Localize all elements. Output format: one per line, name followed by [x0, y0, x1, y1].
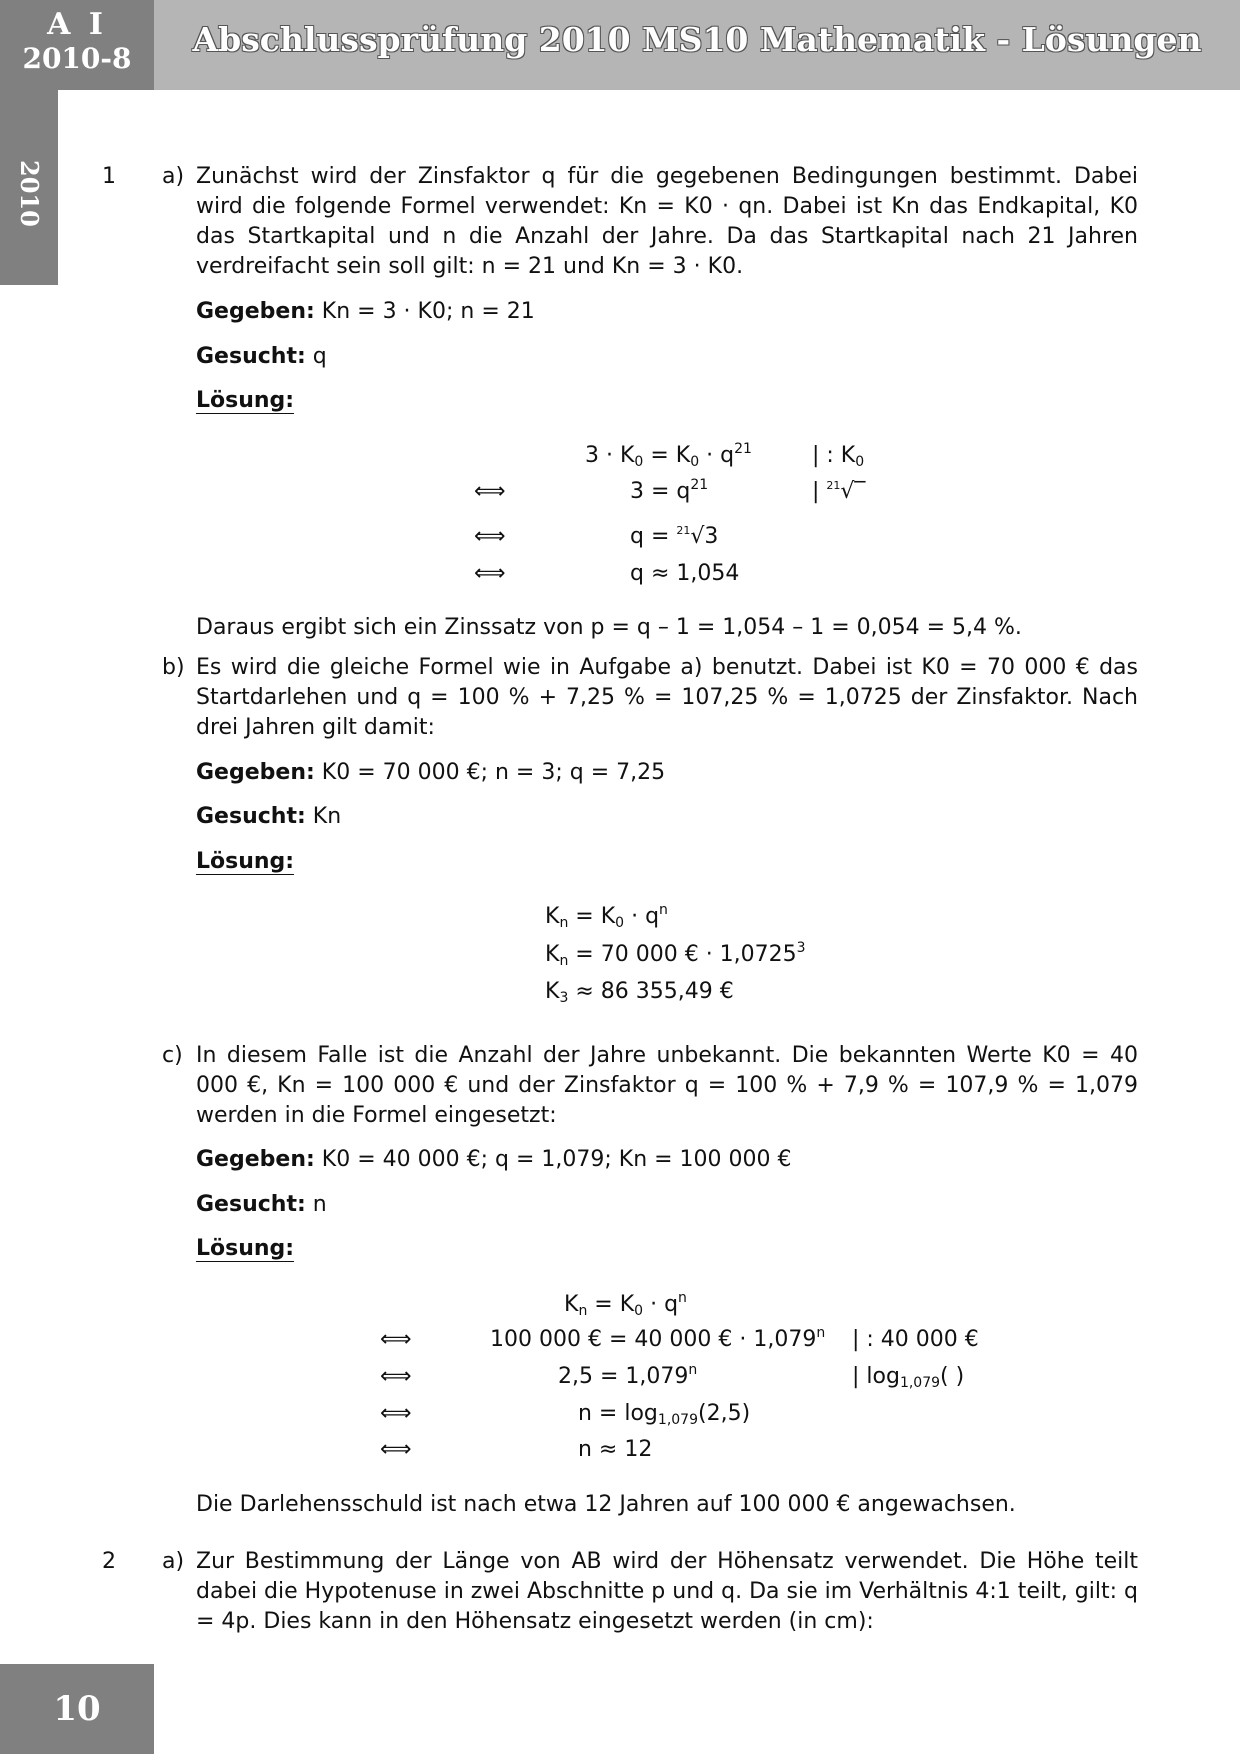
equivalence-arrow: ⟺	[380, 1364, 412, 1389]
equivalence-arrow: ⟺	[380, 1327, 412, 1352]
task1c-sought: Gesucht: n	[196, 1192, 327, 1217]
equation-operation: | $^{21}$√‾	[812, 479, 866, 504]
task-number: 1	[102, 164, 116, 189]
sidebar-year: 2010	[15, 160, 44, 227]
task1c-intro: In diesem Falle ist die Anzahl der Jahre unbekannt. Die bekannten Werte K0 = 40 000 €, Kn = 100 000 € und der Zinsfaktor q = 100 % + 7,9 % = 107,9 % = 1,079 werden in die Formel eingesetzt:	[196, 1043, 1138, 1128]
equation: $K_n = K_0 \cdot q^n$	[564, 1290, 687, 1319]
subtask-marker: b)	[162, 655, 185, 680]
task1b-solution-label: Lösung:	[196, 849, 295, 874]
equation: $3 \cdot K_0 = K_0 \cdot q^{21}$	[585, 441, 752, 470]
equivalence-arrow: ⟺	[474, 479, 506, 504]
equation: $n = \log_{1,079}(2,5)$	[578, 1401, 751, 1428]
task1c-given: Gegeben: K0 = 40 000 €; q = 1,079; Kn = 100 000 €	[196, 1147, 792, 1172]
equation: $2,5 = 1,079^n$	[558, 1362, 698, 1389]
task-number: 2	[102, 1549, 116, 1574]
task1a-result: Daraus ergibt sich ein Zinssatz von p = q – 1 = 1,054 – 1 = 0,054 = 5,4 %.	[196, 615, 1022, 640]
task1a-sought: Gesucht: q	[196, 344, 327, 369]
equation-operation: | : 40 000 €	[852, 1327, 979, 1352]
subtask-marker: a)	[162, 1549, 185, 1574]
task1c-result: Die Darlehensschuld ist nach etwa 12 Jahren auf 100 000 € angewachsen.	[196, 1492, 1016, 1517]
equation: $K_n = 70$ 000 € · $1,0725^3$	[545, 940, 806, 969]
equation: q = $^{21}$√3	[630, 524, 719, 549]
page-title: Abschlussprüfung 2010 MS10 Mathematik - Lösungen	[192, 20, 1202, 59]
equation: $K_3 \approx 86$ 355,49 €	[545, 979, 734, 1006]
task1a-intro-text: Zunächst wird der Zinsfaktor q für die gegebenen Bedingungen bestimmt. Dabei wird die folgende Formel verwendet: Kn = K0 · qn. Dabei ist Kn das Endkapital, K0 das Startkapital und n die Anzahl der Jahre. Da das Startkapital nach 21 Jahren verdreifacht sein soll gilt: n = 21 und Kn = 3 · K0.	[196, 164, 1138, 279]
equation: n ≈ 12	[578, 1437, 653, 1462]
equivalence-arrow: ⟺	[474, 561, 506, 586]
page-number: 10	[0, 1664, 154, 1754]
chapter-code: 2010-8	[22, 42, 132, 75]
task1a-given: Gegeben: Kn = 3 · K0; n = 21	[196, 299, 535, 324]
task1b-intro: Es wird die gleiche Formel wie in Aufgabe a) benutzt. Dabei ist K0 = 70 000 € das Startdarlehen und q = 100 % + 7,25 % = 107,25 % = 1,0725 der Zinsfaktor. Nach drei Jahren gilt damit:	[196, 655, 1138, 740]
task1b-given: Gegeben: K0 = 70 000 €; n = 3; q = 7,25	[196, 760, 666, 785]
equivalence-arrow: ⟺	[380, 1401, 412, 1426]
equivalence-arrow: ⟺	[474, 524, 506, 549]
equation: $3 = q^{21}$	[630, 477, 709, 504]
task1a-solution-label: Lösung:	[196, 388, 295, 413]
subtask-marker: c)	[162, 1043, 183, 1068]
equation-operation: | : $K_0$	[812, 443, 865, 470]
chapter-box	[0, 0, 154, 90]
equivalence-arrow: ⟺	[380, 1437, 412, 1462]
task1b-sought: Gesucht: Kn	[196, 804, 342, 829]
subtask-marker: a)	[162, 164, 185, 189]
equation: $K_n = K_0 \cdot q^n$	[545, 902, 668, 931]
equation: 100 000 € = 40 000 € · $1,079^n$	[490, 1325, 826, 1352]
task1a-intro	[196, 162, 1138, 282]
sought-value: q	[312, 344, 327, 369]
chapter-label: A I	[47, 7, 107, 42]
equation-operation: | $\log_{1,079}$( )	[852, 1364, 965, 1391]
header-bar	[154, 0, 1240, 90]
given-value: Kn = 3 · K0; n = 21	[321, 299, 535, 324]
task2a-intro: Zur Bestimmung der Länge von AB wird der Höhensatz verwendet. Die Höhe teilt dabei die Hypotenuse in zwei Abschnitte p und q. Da sie im Verhältnis 4:1 teilt, gilt: q = 4p. Dies kann in den Höhensatz eingesetzt werden (in cm):	[196, 1549, 1138, 1634]
equation: q ≈ 1,054	[630, 561, 740, 586]
task1c-solution-label: Lösung:	[196, 1236, 295, 1261]
